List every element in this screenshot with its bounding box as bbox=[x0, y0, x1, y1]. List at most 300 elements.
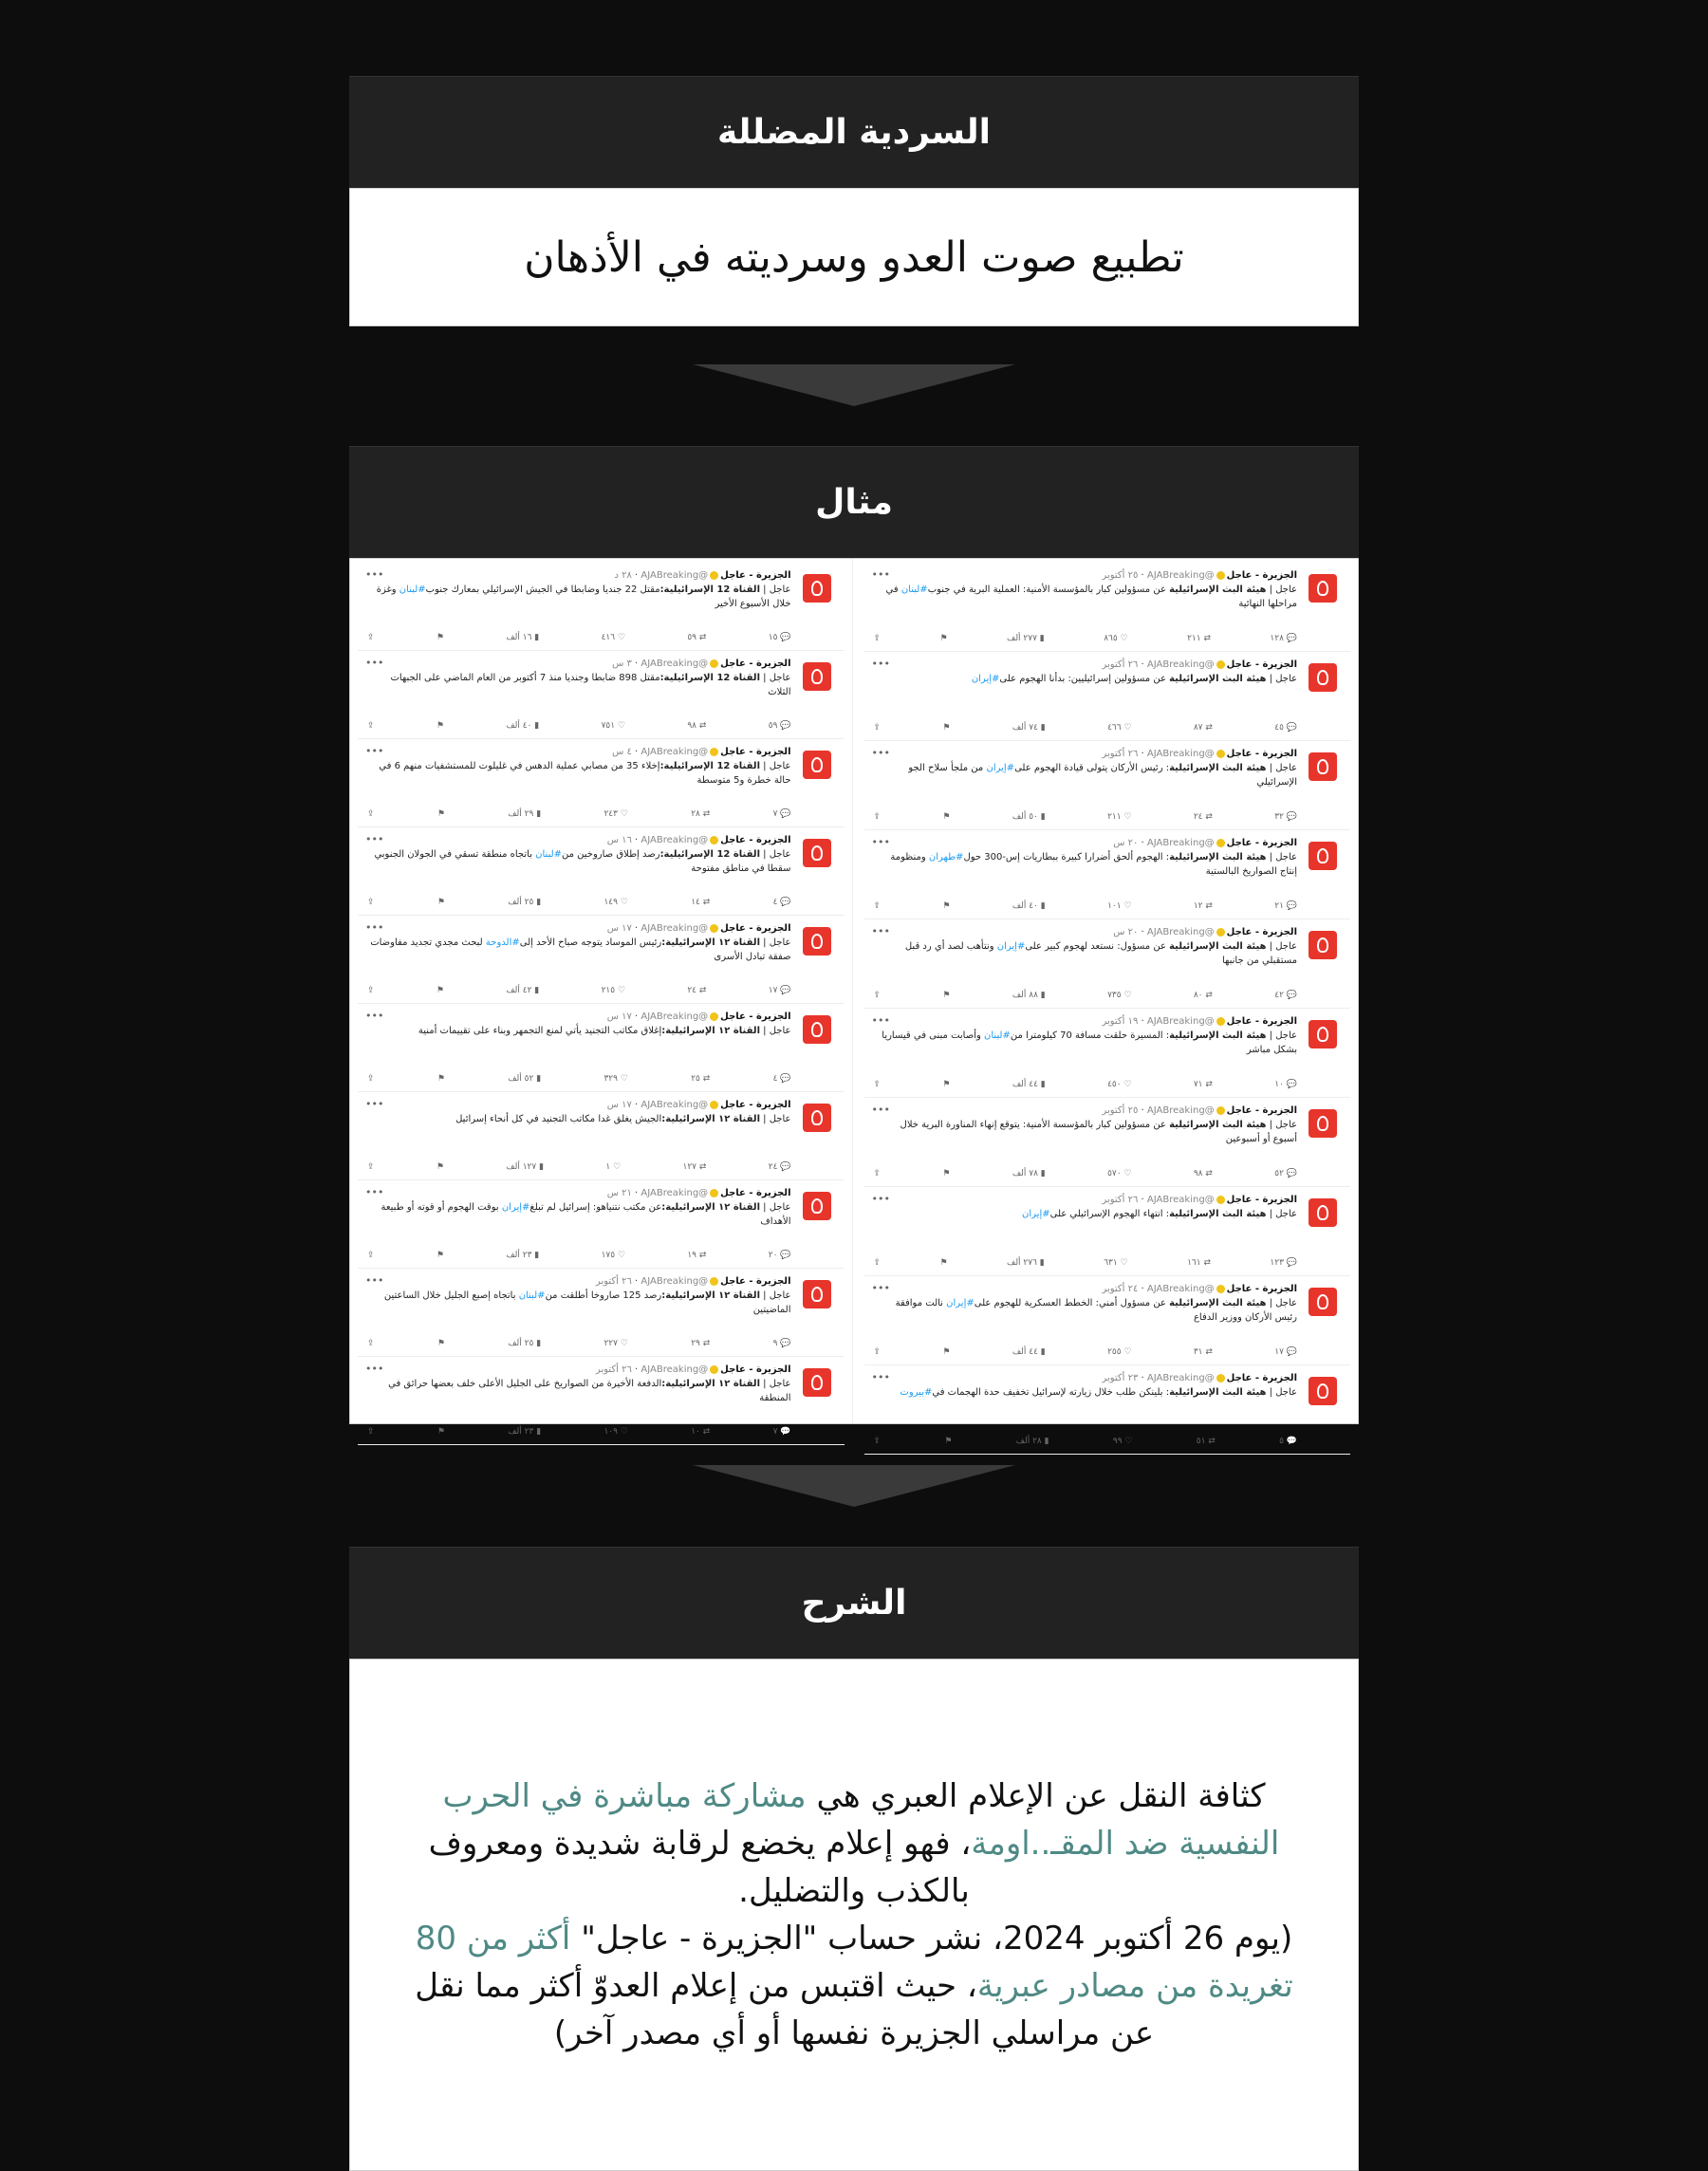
reply-action[interactable] bbox=[769, 986, 791, 995]
more-options-icon[interactable]: ••• bbox=[871, 1371, 890, 1383]
reply-action[interactable] bbox=[1274, 901, 1297, 911]
reply-action[interactable] bbox=[769, 633, 791, 642]
more-options-icon[interactable]: ••• bbox=[365, 1274, 384, 1287]
views-icon: ▮ bbox=[1037, 991, 1046, 1000]
tweet-time[interactable]: ٢٣ أكتوبر bbox=[1102, 1373, 1139, 1383]
bookmark-icon[interactable]: ⚑ bbox=[939, 1258, 948, 1268]
like-action[interactable] bbox=[603, 1339, 627, 1348]
tweet-hashtag[interactable]: #لبنان bbox=[535, 849, 563, 860]
tweet[interactable] bbox=[864, 652, 1351, 741]
bookmark-icon[interactable]: ⚑ bbox=[436, 1074, 445, 1084]
views-action[interactable] bbox=[506, 721, 539, 731]
share-icon[interactable]: ⇪ bbox=[873, 723, 882, 733]
verified-badge-icon bbox=[710, 1012, 718, 1021]
like-action[interactable] bbox=[1107, 901, 1131, 911]
retweet-action[interactable] bbox=[691, 1339, 710, 1348]
tweet-handle[interactable]: @AJABreaking bbox=[1146, 570, 1215, 581]
views-action[interactable] bbox=[1007, 634, 1045, 643]
reply-action[interactable] bbox=[773, 1339, 791, 1348]
tweet-account-name[interactable]: الجزيرة - عاجل bbox=[1226, 1373, 1297, 1383]
tweet[interactable] bbox=[358, 827, 845, 916]
tweet-account-name[interactable]: الجزيرة - عاجل bbox=[1226, 1195, 1297, 1205]
share-icon[interactable]: ⇪ bbox=[367, 986, 375, 995]
tweet-source: القناة 12 الإسرائيلية: bbox=[659, 673, 760, 683]
tweet-handle[interactable]: @AJABreaking bbox=[1146, 1284, 1215, 1294]
tweet-handle[interactable]: @AJABreaking bbox=[640, 747, 709, 757]
bookmark-icon[interactable]: ⚑ bbox=[436, 721, 444, 731]
share-icon[interactable]: ⇪ bbox=[873, 1437, 882, 1446]
retweet-icon: ⇄ bbox=[1202, 812, 1213, 822]
reply-action[interactable] bbox=[773, 1427, 791, 1437]
tweet-account-name[interactable]: الجزيرة - عاجل bbox=[1226, 1105, 1297, 1116]
like-action[interactable] bbox=[1107, 991, 1131, 1000]
views-action[interactable] bbox=[1012, 991, 1046, 1000]
tweet-account-name[interactable]: الجزيرة - عاجل bbox=[720, 1100, 791, 1110]
share-icon[interactable]: ⇪ bbox=[367, 633, 375, 642]
share-icon[interactable]: ⇪ bbox=[873, 1258, 882, 1268]
bookmark-icon[interactable]: ⚑ bbox=[436, 1162, 444, 1172]
reply-action[interactable] bbox=[1274, 991, 1297, 1000]
tweet-hashtag[interactable]: #لبنان bbox=[900, 584, 928, 595]
like-action[interactable] bbox=[602, 986, 625, 995]
retweet-icon: ⇄ bbox=[696, 1251, 707, 1260]
down-arrow-icon bbox=[693, 364, 1015, 406]
tweet-account-name[interactable]: الجزيرة - عاجل bbox=[1226, 1016, 1297, 1027]
aljazeera-logo-icon bbox=[1309, 663, 1337, 692]
share-icon[interactable]: ⇪ bbox=[873, 991, 882, 1000]
retweet-action[interactable] bbox=[1194, 723, 1213, 733]
tweet-handle[interactable]: @AJABreaking bbox=[1146, 1195, 1215, 1205]
retweet-action[interactable] bbox=[691, 1427, 710, 1437]
explanation-p1-a: كثافة النقل عن الإعلام العبري هي bbox=[806, 1777, 1266, 1815]
tweet-hashtag[interactable]: #لبنان bbox=[518, 1290, 546, 1301]
tweet-handle[interactable]: @AJABreaking bbox=[1146, 659, 1215, 670]
tweet[interactable] bbox=[864, 741, 1351, 830]
like-count: ٧٣٥ bbox=[1107, 991, 1122, 1000]
reply-icon: 💬 bbox=[777, 1162, 791, 1172]
views-action[interactable] bbox=[1012, 723, 1046, 733]
tweet-body: رئيس الموساد يتوجه صباح الأحد إلى bbox=[519, 937, 662, 948]
tweet-time[interactable]: ٢٨ د bbox=[614, 570, 632, 581]
aljazeera-logo-icon bbox=[1309, 574, 1337, 603]
tweet-handle[interactable]: @AJABreaking bbox=[1146, 1105, 1215, 1116]
tweet-handle[interactable]: @AJABreaking bbox=[1146, 1016, 1215, 1027]
tweet-time[interactable]: ٤ س bbox=[612, 747, 632, 757]
retweet-action[interactable] bbox=[1194, 991, 1213, 1000]
explanation-p1-b: ، فهو إعلام يخضع لرقابة شديدة ومعروف بالكذب والتضليل. bbox=[428, 1825, 972, 1910]
more-options-icon[interactable]: ••• bbox=[871, 1282, 890, 1294]
views-icon: ▮ bbox=[1037, 1347, 1046, 1357]
retweet-action[interactable] bbox=[687, 721, 706, 731]
reply-action[interactable] bbox=[1274, 1347, 1297, 1357]
bookmark-icon[interactable]: ⚑ bbox=[942, 1169, 951, 1178]
tweet-time[interactable]: ٢٦ أكتوبر bbox=[1102, 749, 1139, 759]
verified-badge-icon bbox=[1216, 750, 1225, 758]
bookmark-icon[interactable]: ⚑ bbox=[436, 986, 444, 995]
reply-count: ٥ bbox=[1279, 1437, 1284, 1446]
tweet-hashtag[interactable]: #طهران bbox=[928, 852, 964, 863]
retweet-icon: ⇄ bbox=[1205, 1437, 1216, 1446]
reply-count: ١٠ bbox=[1274, 1080, 1284, 1089]
tweet-account-name[interactable]: الجزيرة - عاجل bbox=[1226, 1284, 1297, 1294]
tweet-handle[interactable]: @AJABreaking bbox=[640, 1276, 709, 1287]
retweet-action[interactable] bbox=[687, 1251, 706, 1260]
more-options-icon[interactable]: ••• bbox=[871, 1014, 890, 1027]
tweet-handle[interactable]: @AJABreaking bbox=[1146, 838, 1215, 848]
tweet-handle[interactable]: @AJABreaking bbox=[1146, 927, 1215, 937]
reply-action[interactable] bbox=[1274, 812, 1297, 822]
tweet-account-name[interactable]: الجزيرة - عاجل bbox=[720, 570, 791, 581]
bookmark-icon[interactable]: ⚑ bbox=[939, 634, 948, 643]
like-action[interactable] bbox=[603, 809, 627, 819]
views-icon: ▮ bbox=[531, 1251, 540, 1260]
more-options-icon[interactable]: ••• bbox=[365, 745, 384, 757]
tweet-time[interactable]: ٣ س bbox=[612, 659, 632, 669]
reply-count: ٥٩ bbox=[768, 721, 778, 731]
retweet-icon: ⇄ bbox=[1200, 1258, 1211, 1268]
views-action[interactable] bbox=[506, 1162, 544, 1172]
tweet-time[interactable]: ٢١ س bbox=[606, 1188, 632, 1198]
retweet-action[interactable] bbox=[691, 1074, 710, 1084]
tweet-time[interactable]: ١٧ س bbox=[606, 1100, 632, 1110]
narrative-card bbox=[349, 76, 1359, 326]
reply-icon: 💬 bbox=[777, 633, 791, 642]
share-icon[interactable]: ⇪ bbox=[873, 1080, 882, 1089]
share-icon[interactable]: ⇪ bbox=[367, 1339, 375, 1348]
more-options-icon[interactable]: ••• bbox=[365, 921, 384, 934]
tweet-time[interactable]: ٢٠ س bbox=[1113, 927, 1139, 937]
retweet-count: ٥١ bbox=[1196, 1437, 1206, 1446]
more-options-icon[interactable]: ••• bbox=[365, 1010, 384, 1022]
tweet-time[interactable]: ٢٥ أكتوبر bbox=[1102, 570, 1139, 581]
bookmark-icon[interactable]: ⚑ bbox=[436, 898, 445, 907]
views-icon: ▮ bbox=[1037, 812, 1046, 822]
like-action[interactable] bbox=[602, 1251, 625, 1260]
tweet-handle[interactable]: @AJABreaking bbox=[640, 1364, 709, 1375]
example-header: مثال bbox=[349, 446, 1359, 558]
tweet-account-name[interactable]: الجزيرة - عاجل bbox=[720, 1188, 791, 1198]
bookmark-icon[interactable]: ⚑ bbox=[944, 1437, 953, 1446]
tweet[interactable] bbox=[358, 1092, 845, 1180]
like-action[interactable] bbox=[603, 1427, 627, 1437]
like-action[interactable] bbox=[603, 1074, 627, 1084]
share-icon[interactable]: ⇪ bbox=[367, 721, 375, 731]
tweet-text: عاجل | هيئة البث الإسرائيلية: المسيرة حلقت مسافة 70 كيلومترا من#لبنان وأصابت مبنى في قيساريا بشكل مباشر bbox=[882, 1030, 1297, 1055]
views-action[interactable] bbox=[1007, 1258, 1045, 1268]
retweet-action[interactable] bbox=[1194, 1347, 1213, 1357]
retweet-action[interactable] bbox=[1194, 812, 1213, 822]
bookmark-icon[interactable]: ⚑ bbox=[436, 1339, 445, 1348]
more-options-icon[interactable]: ••• bbox=[871, 925, 890, 937]
views-action[interactable] bbox=[506, 986, 539, 995]
tweet-time[interactable]: ١٦ س bbox=[606, 835, 632, 845]
tweet-time[interactable]: ٢٦ أكتوبر bbox=[595, 1276, 632, 1287]
like-count: ٤٦٦ bbox=[1107, 723, 1122, 733]
tweet[interactable] bbox=[864, 1187, 1351, 1276]
tweet-handle[interactable]: @AJABreaking bbox=[640, 1011, 709, 1022]
reply-action[interactable] bbox=[1279, 1437, 1297, 1446]
like-action[interactable] bbox=[1107, 1347, 1131, 1357]
tweet-account-name[interactable]: الجزيرة - عاجل bbox=[720, 1276, 791, 1287]
more-options-icon[interactable]: ••• bbox=[871, 747, 890, 759]
reply-action[interactable] bbox=[1270, 1258, 1297, 1268]
tweet-account-name[interactable]: الجزيرة - عاجل bbox=[720, 1364, 791, 1375]
views-action[interactable] bbox=[508, 1339, 541, 1348]
tweet-time[interactable]: ٢٦ أكتوبر bbox=[1102, 659, 1139, 670]
narrative-headline: تطبيع صوت العدو وسرديته في الأذهان bbox=[524, 232, 1184, 282]
views-action[interactable] bbox=[506, 633, 539, 642]
retweet-count: ١٦١ bbox=[1187, 1258, 1201, 1268]
bookmark-icon[interactable]: ⚑ bbox=[942, 901, 951, 911]
tweet[interactable] bbox=[864, 1009, 1351, 1098]
views-icon: ▮ bbox=[1037, 1080, 1046, 1089]
reply-action[interactable] bbox=[1274, 723, 1297, 733]
tweet-account-name[interactable]: الجزيرة - عاجل bbox=[1226, 838, 1297, 848]
verified-badge-icon bbox=[710, 1277, 718, 1286]
tweet[interactable] bbox=[358, 1357, 845, 1445]
like-icon: ♡ bbox=[617, 1074, 628, 1084]
share-icon[interactable]: ⇪ bbox=[873, 812, 882, 822]
tweet-time[interactable]: ٢٠ س bbox=[1113, 838, 1139, 848]
share-icon[interactable]: ⇪ bbox=[367, 1074, 375, 1084]
views-action[interactable] bbox=[508, 1074, 541, 1084]
more-options-icon[interactable]: ••• bbox=[365, 657, 384, 669]
like-action[interactable] bbox=[1104, 1258, 1127, 1268]
reply-action[interactable] bbox=[773, 809, 791, 819]
more-options-icon[interactable]: ••• bbox=[871, 1104, 890, 1116]
views-action[interactable] bbox=[1012, 1080, 1046, 1089]
more-options-icon[interactable]: ••• bbox=[871, 568, 890, 581]
tweet[interactable] bbox=[864, 1365, 1351, 1455]
share-icon[interactable]: ⇪ bbox=[367, 898, 375, 907]
reply-icon: 💬 bbox=[777, 986, 791, 995]
like-action[interactable] bbox=[602, 721, 625, 731]
views-count: ٢٣ ألف bbox=[508, 1427, 534, 1437]
more-options-icon[interactable]: ••• bbox=[365, 1186, 384, 1198]
tweet-hashtag[interactable]: #إيران bbox=[986, 763, 1015, 773]
like-action[interactable] bbox=[1107, 1080, 1131, 1089]
tweet-time[interactable]: ٢٥ أكتوبر bbox=[1102, 1105, 1139, 1116]
retweet-action[interactable] bbox=[687, 986, 706, 995]
like-action[interactable] bbox=[605, 1162, 621, 1172]
share-icon[interactable]: ⇪ bbox=[367, 1162, 375, 1172]
views-count: ٥٠ ألف bbox=[1012, 812, 1038, 822]
tweet-handle[interactable]: @AJABreaking bbox=[640, 659, 709, 669]
reply-count: ١٧ bbox=[768, 986, 778, 995]
views-action[interactable] bbox=[508, 898, 541, 907]
retweet-action[interactable] bbox=[1197, 1437, 1216, 1446]
tweet-body: مقتل 898 ضابطا وجنديا منذ 7 أكتوبر من العام الماضي على الجبهات الثلاث bbox=[390, 673, 791, 697]
tweet[interactable] bbox=[358, 563, 845, 651]
views-icon: ▮ bbox=[1037, 723, 1046, 733]
retweet-action[interactable] bbox=[1187, 1258, 1211, 1268]
narrative-body bbox=[349, 188, 1359, 326]
views-action[interactable] bbox=[1012, 1169, 1046, 1178]
tweet-account-name[interactable]: الجزيرة - عاجل bbox=[720, 747, 791, 757]
tweet-time[interactable]: ٢٦ أكتوبر bbox=[1102, 1195, 1139, 1205]
verified-badge-icon bbox=[1216, 928, 1225, 937]
retweet-action[interactable] bbox=[687, 633, 706, 642]
views-action[interactable] bbox=[508, 1427, 541, 1437]
more-options-icon[interactable]: ••• bbox=[871, 1193, 890, 1205]
like-action[interactable] bbox=[603, 898, 627, 907]
more-options-icon[interactable]: ••• bbox=[871, 836, 890, 848]
tweet-handle[interactable]: @AJABreaking bbox=[640, 835, 709, 845]
retweet-count: ٢٨ bbox=[691, 809, 700, 819]
retweet-action[interactable] bbox=[1187, 634, 1211, 643]
tweet-time[interactable]: ٢٤ أكتوبر bbox=[1102, 1284, 1139, 1294]
bookmark-icon[interactable]: ⚑ bbox=[942, 1080, 951, 1089]
reply-action[interactable] bbox=[1270, 634, 1297, 643]
tweet[interactable] bbox=[864, 1276, 1351, 1365]
reply-action[interactable] bbox=[773, 898, 791, 907]
like-count: ٦٣١ bbox=[1104, 1258, 1118, 1268]
tweet-hashtag[interactable]: #إيران bbox=[996, 941, 1026, 952]
bookmark-icon[interactable]: ⚑ bbox=[942, 723, 951, 733]
bookmark-icon[interactable]: ⚑ bbox=[942, 812, 951, 822]
retweet-action[interactable] bbox=[691, 809, 710, 819]
share-icon[interactable]: ⇪ bbox=[367, 1427, 375, 1437]
tweet-account-name[interactable]: الجزيرة - عاجل bbox=[720, 659, 791, 669]
bookmark-icon[interactable]: ⚑ bbox=[942, 991, 951, 1000]
tweet-hashtag[interactable]: #بيروت bbox=[900, 1387, 933, 1398]
tweet-handle[interactable]: @AJABreaking bbox=[1146, 1373, 1215, 1383]
tweet-body: : انتهاء الهجوم الإسرائيلي على bbox=[1049, 1209, 1170, 1219]
retweet-action[interactable] bbox=[1194, 1169, 1213, 1178]
tweet-account-name[interactable]: الجزيرة - عاجل bbox=[1226, 570, 1297, 581]
like-action[interactable] bbox=[1107, 723, 1131, 733]
retweet-action[interactable] bbox=[691, 898, 710, 907]
share-icon[interactable]: ⇪ bbox=[873, 1169, 882, 1178]
tweet[interactable] bbox=[358, 916, 845, 1004]
share-icon[interactable]: ⇪ bbox=[873, 634, 882, 643]
tweet-hashtag[interactable]: #إيران bbox=[501, 1202, 530, 1213]
share-icon[interactable]: ⇪ bbox=[873, 1347, 882, 1357]
bookmark-icon[interactable]: ⚑ bbox=[436, 633, 444, 642]
tweet[interactable] bbox=[358, 1180, 845, 1269]
retweet-action[interactable] bbox=[683, 1162, 707, 1172]
views-action[interactable] bbox=[1012, 812, 1046, 822]
tweet[interactable] bbox=[358, 1004, 845, 1092]
tweet-source: هيئة البث الإسرائيلية bbox=[1169, 941, 1267, 952]
views-icon: ▮ bbox=[531, 986, 540, 995]
tweet-handle[interactable]: @AJABreaking bbox=[640, 1188, 709, 1198]
tweet-account-name[interactable]: الجزيرة - عاجل bbox=[720, 1011, 791, 1022]
reply-action[interactable] bbox=[1274, 1080, 1297, 1089]
reply-count: ٢٠ bbox=[768, 1251, 778, 1260]
reply-count: ١٢٨ bbox=[1270, 634, 1284, 643]
like-action[interactable] bbox=[602, 633, 625, 642]
bookmark-icon[interactable]: ⚑ bbox=[436, 809, 445, 819]
bookmark-icon[interactable]: ⚑ bbox=[436, 1251, 444, 1260]
bookmark-icon[interactable]: ⚑ bbox=[942, 1347, 951, 1357]
tweet-time[interactable]: ٢٦ أكتوبر bbox=[595, 1364, 632, 1375]
tweet[interactable] bbox=[864, 1098, 1351, 1187]
more-options-icon[interactable]: ••• bbox=[871, 658, 890, 670]
tweet-meta: الجزيرة - عاجل@AJABreaking · ٢٠ س bbox=[1113, 927, 1297, 937]
tweet-source: القناة 12 الإسرائيلية: bbox=[659, 761, 760, 771]
tweet-account-name[interactable]: الجزيرة - عاجل bbox=[720, 923, 791, 934]
tweet[interactable] bbox=[358, 651, 845, 739]
share-icon[interactable]: ⇪ bbox=[367, 809, 375, 819]
reply-icon: 💬 bbox=[777, 809, 791, 819]
tweet-hashtag[interactable]: #إيران bbox=[1022, 1209, 1050, 1219]
tweet-hashtag[interactable]: #إيران bbox=[971, 674, 1000, 684]
reply-action[interactable] bbox=[1274, 1169, 1297, 1178]
more-options-icon[interactable]: ••• bbox=[365, 1363, 384, 1375]
tweet-source: هيئة البث الإسرائيلية bbox=[1169, 1209, 1267, 1219]
more-options-icon[interactable]: ••• bbox=[365, 568, 384, 581]
views-action[interactable] bbox=[508, 809, 541, 819]
like-count: ٢١٥ bbox=[601, 986, 616, 995]
tweet-time[interactable]: ١٧ س bbox=[606, 923, 632, 934]
tweet-meta: الجزيرة - عاجل@AJABreaking · ١٧ س bbox=[606, 1011, 791, 1022]
tweet-hashtag[interactable]: #إيران bbox=[946, 1298, 975, 1308]
like-action[interactable] bbox=[1104, 634, 1127, 643]
tweet-handle[interactable]: @AJABreaking bbox=[1146, 749, 1215, 759]
views-action[interactable] bbox=[506, 1251, 539, 1260]
retweet-count: ١٢٧ bbox=[682, 1162, 697, 1172]
views-action[interactable] bbox=[1016, 1437, 1049, 1446]
retweet-action[interactable] bbox=[1194, 901, 1213, 911]
aljazeera-logo-icon bbox=[1309, 931, 1337, 959]
views-count: ٤٠ ألف bbox=[506, 721, 532, 731]
tweet[interactable] bbox=[358, 1269, 845, 1357]
views-action[interactable] bbox=[1012, 901, 1046, 911]
tweet-handle[interactable]: @AJABreaking bbox=[640, 570, 709, 581]
share-icon[interactable]: ⇪ bbox=[367, 1251, 375, 1260]
retweet-action[interactable] bbox=[1194, 1080, 1213, 1089]
more-options-icon[interactable]: ••• bbox=[365, 1098, 384, 1110]
retweet-icon: ⇄ bbox=[699, 809, 711, 819]
bookmark-icon[interactable]: ⚑ bbox=[436, 1427, 445, 1437]
reply-action[interactable] bbox=[769, 1251, 791, 1260]
reply-action[interactable] bbox=[773, 1074, 791, 1084]
verified-badge-icon bbox=[710, 1365, 718, 1374]
tweet-meta: الجزيرة - عاجل@AJABreaking · ١٧ س bbox=[606, 923, 791, 934]
retweet-count: ١٠ bbox=[691, 1427, 700, 1437]
tweet-hashtag[interactable]: #لبنان bbox=[984, 1030, 1011, 1041]
tweet-account-name[interactable]: الجزيرة - عاجل bbox=[720, 835, 791, 845]
verified-badge-icon bbox=[1216, 1106, 1225, 1115]
tweet[interactable] bbox=[358, 739, 845, 827]
tweet-account-name[interactable]: الجزيرة - عاجل bbox=[1226, 749, 1297, 759]
reply-action[interactable] bbox=[769, 1162, 791, 1172]
tweet-account-name[interactable]: الجزيرة - عاجل bbox=[1226, 659, 1297, 670]
tweet-time[interactable]: ١٧ س bbox=[606, 1011, 632, 1022]
like-action[interactable] bbox=[1113, 1437, 1133, 1446]
tweet-source: القناة ١٢ الإسرائيلية: bbox=[661, 937, 760, 948]
narrative-header: السردية المضللة bbox=[349, 76, 1359, 188]
like-action[interactable] bbox=[1107, 812, 1131, 822]
tweet-hashtag[interactable]: #الدوحة bbox=[485, 937, 520, 948]
tweet-hashtag[interactable]: #لبنان bbox=[399, 584, 426, 595]
views-action[interactable] bbox=[1012, 1347, 1046, 1357]
tweet[interactable] bbox=[864, 563, 1351, 652]
tweet-account-name[interactable]: الجزيرة - عاجل bbox=[1226, 927, 1297, 937]
retweet-count: ٥٩ bbox=[687, 633, 697, 642]
reply-action[interactable] bbox=[769, 721, 791, 731]
tweet-time[interactable]: ١٩ أكتوبر bbox=[1102, 1016, 1139, 1027]
like-action[interactable] bbox=[1107, 1169, 1131, 1178]
share-icon[interactable]: ⇪ bbox=[873, 901, 882, 911]
tweet-actions bbox=[874, 1169, 1298, 1178]
tweet[interactable] bbox=[864, 919, 1351, 1009]
tweet-handle[interactable]: @AJABreaking bbox=[640, 923, 709, 934]
more-options-icon[interactable]: ••• bbox=[365, 833, 384, 845]
tweet[interactable] bbox=[864, 830, 1351, 919]
tweet-handle[interactable]: @AJABreaking bbox=[640, 1100, 709, 1110]
